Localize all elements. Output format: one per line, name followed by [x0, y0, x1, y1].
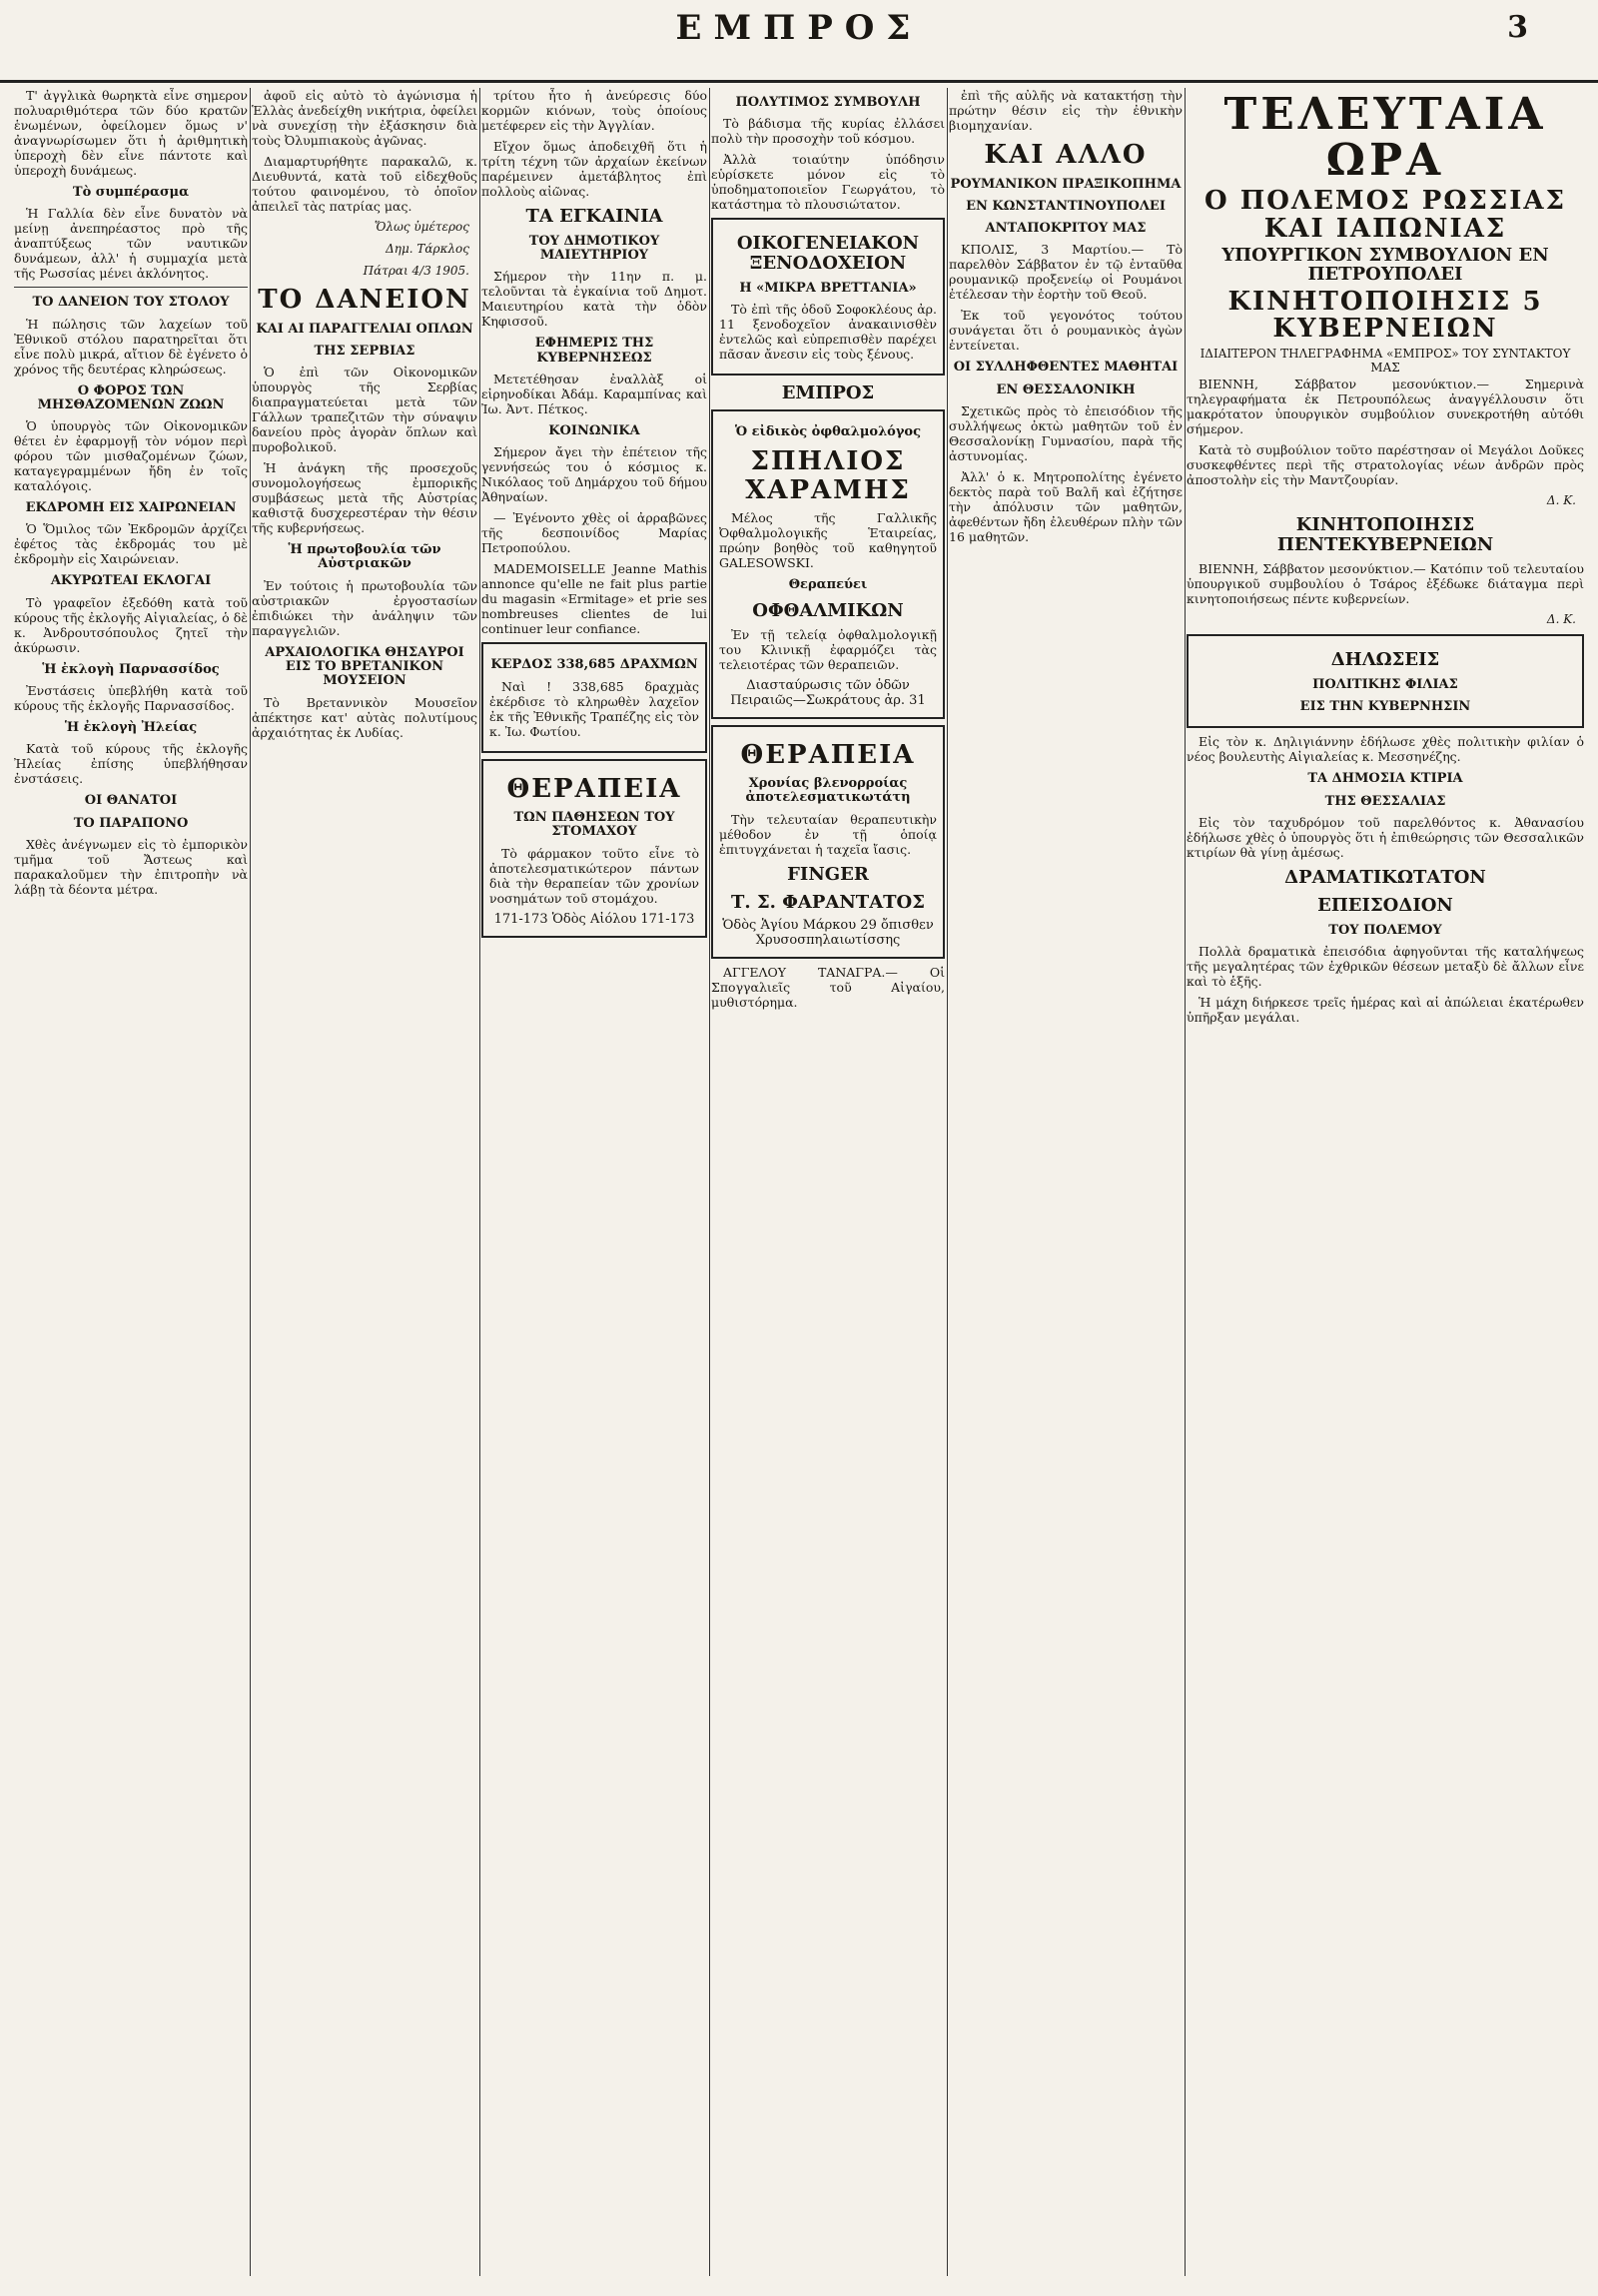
article-subheading: ΤΟΥ ΔΗΜΟΤΙΚΟΥ ΜΑΙΕΥΤΗΡΙΟΥ [528, 233, 660, 264]
ad-heading: ΘΕΡΑΠΕΙΑ [506, 773, 682, 804]
article-subheading: ΑΝΤΑΠΟΚΡΙΤΟΥ ΜΑΣ [985, 221, 1147, 237]
article-heading: ΕΦΗΜΕΡΙΣ ΤΗΣ ΚΥΒΕΡΝΗΣΕΩΣ [534, 336, 654, 366]
ad-text: Τὴν τελευταίαν θεραπευτικὴν μέθοδον ἐν τῇ ὁποίᾳ ἐπιτυγχάνεται ἡ ταχεῖα ἴασις. [719, 811, 937, 857]
article-text: MADEMOISELLE Jeanne Mathis annonce qu'elle ne fait plus partie du magasin «Ermitage» et prie ses nombreuses clientes de lui continuer leur confiance. [481, 561, 707, 637]
article-text: τρίτου ἦτο ἡ ἀνεύρεσις δύο κορμῶν κιόνων, τοὺς ὁποίους μετέφερεν εἰς τὴν Ἀγγλίαν. [481, 88, 707, 133]
article-subheading: ΕΙΣ ΤΗΝ ΚΥΒΕΡΝΗΣΙΝ [1299, 699, 1471, 715]
article-heading: ΔΗΛΩΣΕΙΣ [1330, 648, 1440, 670]
article-text: Σχετικῶς πρὸς τὸ ἐπεισόδιον τῆς συλλήψεως ὀκτὼ μαθητῶν τοῦ ἐν Θεσσαλονίκῃ Γυμνασίου, παρὰ τῆς ἀστυνομίας. [949, 403, 1183, 464]
article-heading: ΚΙΝΗΤΟΠΟΙΗΣΙΣ ΠΕΝΤΕΚΥΒΕΡΝΕΙΩΝ [1276, 514, 1494, 556]
article-subheading: ΠΟΛΙΤΙΚΗΣ ΦΙΛΙΑΣ [1312, 676, 1458, 692]
advertisement [711, 218, 945, 376]
article-text: ΒΙΕΝΝΗ, Σάββατον μεσονύκτιον.— Κατόπιν τοῦ τελευταίου ὑπουργικοῦ συμβουλίου ὁ Τσάρος ἐξέδωκε διάταγμα περὶ κινητοποιήσεως πέντε κυβερνείων. [1187, 560, 1584, 606]
article-subheading: ΤΗΣ ΘΕΣΣΑΛΙΑΣ [1324, 793, 1446, 809]
ad-heading: ΚΕΡΔΟΣ 338,685 ΔΡΑΧΜΩΝ [490, 657, 698, 673]
article-text: Ἀλλὰ τοιαύτην ὑπόδησιν εὑρίσκετε μόνον εἰς τὸ ὑποδηματοποιεῖον Γεωργάτου, τὸ κατάστημα τὸ πλουσιώτατον. [711, 152, 945, 213]
column-rule [1185, 88, 1186, 2276]
banner-headline: ΤΕΛΕΥΤΑΙΑ ΩΡΑ [1223, 89, 1547, 187]
article-text: Ἡ μάχη διήρκεσε τρεῖς ἡμέρας καὶ αἱ ἀπώλειαι ἑκατέρωθεν ὑπῆρξαν μεγάλαι. [1187, 994, 1584, 1025]
article-text: Σήμερον ἄγει τὴν ἐπέτειον τῆς γεννήσεώς του ὁ κόσμιος κ. Νικόλαος τοῦ Δημάρχου τοῦ δήμου Ἀθηναίων. [481, 444, 707, 505]
advertisement [711, 409, 945, 719]
article-subheading: ΤΟΥ ΠΟΛΕΜΟΥ [1328, 922, 1442, 938]
ad-text: Τὸ φάρμακον τοῦτο εἶνε τὸ ἀποτελεσματικώτερον πάντων διὰ τὴν θεραπείαν τῶν χρονίων νοσημάτων τοῦ στομάχου. [489, 845, 699, 906]
article-subheading: ΡΟΥΜΑΝΙΚΟΝ ΠΡΑΞΙΚΟΠΗΜΑ [950, 176, 1182, 192]
article-text: Ὁ Ὅμιλος τῶν Ἐκδρομῶν ἀρχίζει ἐφέτος τὰς ἐκδρομάς του μὲ ἐκδρομὴν εἰς Χαιρώνειαν. [14, 521, 248, 567]
subheadline: ΥΠΟΥΡΓΙΚΟΝ ΣΥΜΒΟΥΛΙΟΝ ΕΝ ΠΕΤΡΟΥΠΟΛΕΙ [1221, 244, 1549, 285]
article-heading: ΤΟ ΔΑΝΕΙΟΝ [258, 285, 471, 315]
article-heading: ΟΙ ΘΑΝΑΤΟΙ [84, 793, 178, 809]
letter-signature: Δημ. Τάρκλος [386, 242, 469, 256]
letter-date: Πάτραι 4/3 1905. [363, 264, 469, 278]
ad-heading: Τ. Σ. ΦΑΡΑΝΤΑΤΟΣ [731, 891, 925, 913]
article-text: Κατὰ τοῦ κύρους τῆς ἐκλογῆς Ἠλείας ἐπίσης ὑπεβλήθησαν ἐνστάσεις. [14, 741, 248, 787]
article-text: Τὸ Βρεταννικὸν Μουσεῖον ἀπέκτησε κατ' αὐτὰς πολυτίμους ἀρχαιότητας ἐκ Λυδίας. [252, 694, 477, 740]
article-heading: Ἡ ἐκλογὴ Παρνασσίδος [42, 661, 220, 677]
column-rule [479, 88, 480, 2276]
article-text: Μετετέθησαν ἐναλλὰξ οἱ εἰρηνοδίκαι Ἀδάμ. Καραμπίνας καὶ Ἰω. Ἀντ. Πέτκος. [481, 371, 707, 416]
article-text: ΑΓΓΕΛΟΥ ΤΑΝΑΓΡΑ.— Οἱ Σπογγαλιεῖς τοῦ Αἰγαίου, μυθιστόρημα. [711, 965, 945, 1011]
column-5 [949, 88, 1183, 2276]
article-heading: ΚΑΙ ΑΛΛΟ [984, 140, 1148, 170]
ad-heading: ΘΕΡΑΠΕΙΑ [740, 739, 916, 770]
ad-address: Διασταύρωσις τῶν ὁδῶν Πειραιῶς—Σωκράτους ἀρ. 31 [730, 677, 926, 708]
article-heading: ΤΟ ΠΑΡΑΠΟΝΟ [73, 815, 189, 831]
article-heading: ΤΑ ΔΗΜΟΣΙΑ ΚΤΙΡΙΑ [1307, 771, 1463, 787]
article-text: Τὸ βάδισμα τῆς κυρίας ἐλλάσει πολὺ τὴν προσοχὴν τοῦ κόσμου. [711, 116, 945, 147]
advertisement [711, 725, 945, 960]
article-text: Εἰς τὸν κ. Δηλιγιάννην ἐδήλωσε χθὲς πολιτικὴν φιλίαν ὁ νέος βουλευτὴς Αἰγιαλείας κ. Μεσσηνέζης. [1187, 734, 1584, 765]
ad-text: Μέλος τῆς Γαλλικῆς Ὀφθαλμολογικῆς Ἑταιρείας, πρώην βοηθὸς τοῦ καθηγητοῦ GALESOWSKI. [719, 510, 937, 571]
article-text: — Ἐγένοντο χθὲς οἱ ἀρραβῶνες τῆς δεσποινίδος Μαρίας Πετροπούλου. [481, 510, 707, 556]
ad-text: Τὸ ἐπὶ τῆς ὁδοῦ Σοφοκλέους ἀρ. 11 ξενοδοχεῖον ἀνακαινισθὲν ἐντελῶς καὶ εὐπρεπισθὲν παρέχει πᾶσαν ἄνεσιν εἰς τοὺς ξένους. [719, 302, 937, 363]
section-banner: ΕΜΠΡΟΣ [781, 383, 875, 404]
ad-subheading: Η «ΜΙΚΡΑ ΒΡΕΤΤΑΝΙΑ» [739, 280, 917, 296]
ad-subheading: Θεραπεύει [788, 577, 868, 593]
article-text: ΒΙΕΝΝΗ, Σάββατον μεσονύκτιον.— Σημερινὰ τηλεγραφήματα ἐκ Πετρουπόλεως ἀναγγέλλουσιν ὅτι μακρότατον ὑπουργικὸν συμβούλιον συνεκροτήθη αὐτόθι σήμερον. [1187, 377, 1584, 437]
article-heading: ΑΚΥΡΩΤΕΑΙ ΕΚΛΟΓΑΙ [50, 573, 212, 589]
article-box [1187, 634, 1584, 728]
advertisement [481, 759, 707, 938]
article-signature: Δ. Κ. [1546, 493, 1576, 508]
article-subheading: ΤΗΣ ΣΕΡΒΙΑΣ [314, 343, 415, 359]
dateline-note: ΙΔΙΑΙΤΕΡΟΝ ΤΗΛΕΓΡΑΦΗΜΑ «ΕΜΠΡΟΣ» ΤΟΥ ΣΥΝΤΑΚΤΟΥ ΜΑΣ [1199, 347, 1571, 376]
column-rule [709, 88, 710, 2276]
article-text: Ἡ ἀνάγκη τῆς προσεχοῦς συνομολογήσεως ἐμπορικῆς συμβάσεως μετὰ τῆς Αὐστρίας καθιστᾷ δυσχερεστέραν τὴν θέσιν τῆς κυβερνήσεως. [252, 460, 477, 536]
article-text: ἀφοῦ εἰς αὐτὸ τὸ ἀγώνισμα ἡ Ἑλλὰς ἀνεδείχθη νικήτρια, ὀφείλει νὰ συνεχίσῃ τὴν ἐξάσκησιν διὰ τοὺς Ὀλυμπιακοὺς ἀγῶνας. [252, 88, 477, 148]
column-2 [252, 88, 477, 2276]
subheadline: ΚΙΝΗΤΟΠΟΙΗΣΙΣ 5 ΚΥΒΕΡΝΕΙΩΝ [1227, 286, 1543, 345]
article-text: Εἰς τὸν ταχυδρόμον τοῦ παρελθόντος κ. Ἀθανασίου ἐδήλωσε χθὲς ὁ ὑπουργὸς ὅτι ἡ ἐπιθεώρησις τῶν Θεσσαλικῶν κτιρίων θὰ γίνῃ ἀμέσως. [1187, 814, 1584, 860]
column-rule [947, 88, 948, 2276]
article-heading: Ἡ πρωτοβουλία τῶν Αὐστριακῶν [288, 542, 441, 572]
article-subheading: ΕΝ ΘΕΣΣΑΛΟΝΙΚΗ [996, 382, 1136, 397]
article-text: Σήμερον τὴν 11ην π. μ. τελοῦνται τὰ ἐγκαίνια τοῦ Δημοτ. Μαιευτηρίου κατὰ τὴν ὁδὸν Κηφισσοῦ. [481, 269, 707, 330]
ad-heading: Ὁ εἰδικὸς ὀφθαλμολόγος [734, 423, 922, 439]
article-text: ΚΠΟΛΙΣ, 3 Μαρτίου.— Τὸ παρελθὸν Σάββατον ἐν τῷ ἐνταῦθα ρουμανικῷ προξενείῳ οἱ Ρουμάνοι ἐτέλεσαν τὴν ἑορτὴν τοῦ Θεοῦ. [949, 242, 1183, 303]
page-number: 3 [1507, 10, 1528, 45]
article-text: Ἡ πώλησις τῶν λαχείων τοῦ Ἐθνικοῦ στόλου παρατηρεῖται ὅτι εἶνε πολὺ μικρά, αἴτιον δὲ ἐγένετο ὁ χρόνος τῆς δευτέρας κληρώσεως. [14, 316, 248, 377]
newspaper-title: ΕΜΠΡΟΣ [675, 8, 923, 48]
article-heading: ΕΠΕΙΣΟΔΙΟΝ [1317, 894, 1453, 916]
article-text: Πολλὰ δραματικὰ ἐπεισόδια ἀφηγοῦνται τῆς καταλήψεως τῆς μεγαλητέρας τῶν ἐχθρικῶν θέσεων μεταξὺ δὲ ἄλλων εἶνε καὶ τὸ ἑξῆς. [1187, 943, 1584, 989]
ad-heading: ΟΙΚΟΓΕΝΕΙΑΚΟΝ ΞΕΝΟΔΟΧΕΙΟΝ [736, 233, 920, 275]
article-signature: Δ. Κ. [1546, 611, 1576, 626]
article-text: Ἀλλ' ὁ κ. Μητροπολίτης ἐγένετο δεκτὸς παρὰ τοῦ Βαλῆ καὶ ἐζήτησε τὴν ἀπόλυσιν τῶν μαθητῶν, ἀφεθέντων ἤδη ἐλευθέρων πλὴν τῶν 16 μαθητῶν. [949, 469, 1183, 545]
divider [14, 287, 248, 288]
article-heading: ΕΚΔΡΟΜΗ ΕΙΣ ΧΑΙΡΩΝΕΙΑΝ [25, 500, 237, 516]
article-text: Εἴχον ὅμως ἀποδειχθῆ ὅτι ἡ τρίτη τέχνη τῶν ἀρχαίων ἐκείνων παρέμεινεν ἀμετάβλητος ἐπὶ πολλοὺς αἰῶνας. [481, 139, 707, 199]
ad-text: Ναὶ ! 338,685 δραχμὰς ἐκέρδισε τὸ κληρωθὲν λαχεῖον ἐκ τῆς Ἐθνικῆς Τραπέζης εἰς τὸν κ. Ἰω. Φωτίου. [489, 678, 699, 739]
article-text: Κατὰ τὸ συμβούλιον τοῦτο παρέστησαν οἱ Μεγάλοι Δοῦκες συσκεφθέντες περὶ τῆς στρατολογίας νέων ἀνδρῶν πρὸς ἀποστολὴν εἰς τὴν Μαντζουρίαν. [1187, 442, 1584, 488]
column-6 [1187, 88, 1584, 2276]
letter-closing: Ὅλως ὑμέτερος [374, 220, 469, 234]
article-heading: ΤΟ ΔΑΝΕΙΟΝ ΤΟΥ ΣΤΟΛΟΥ [32, 295, 230, 311]
article-subheading: ΕΝ ΚΩΝΣΤΑΝΤΙΝΟΥΠΟΛΕΙ [966, 198, 1166, 214]
ad-heading: ΟΦΘΑΛΜΙΚΩΝ [752, 599, 904, 621]
article-text: Ὁ ἐπὶ τῶν Οἰκονομικῶν ὑπουργὸς τῆς Σερβίας διαπραγματεύεται μετὰ τῶν Γάλλων τραπεζιτῶν τὴν σύναψιν δανείου πρὸς ἀγορὰν ὅπλων καὶ πυροβολικοῦ. [252, 365, 477, 455]
article-heading: ΤΑ ΕΓΚΑΙΝΙΑ [525, 206, 663, 227]
article-heading: ΑΡΧΑΙΟΛΟΓΙΚΑ ΘΗΣΑΥΡΟΙ ΕΙΣ ΤΟ ΒΡΕΤΑΝΙΚΟΝ ΜΟΥΣΕΙΟΝ [265, 644, 464, 689]
column-4 [711, 88, 945, 2276]
article-heading: ΔΡΑΜΑΤΙΚΩΤΑΤΟΝ [1284, 866, 1486, 888]
ad-address: Ὁδὸς Ἁγίου Μάρκου 29 ὄπισθεν Χρυσοσπηλαιωτίσσης [722, 918, 934, 949]
article-text: Τ' ἀγγλικὰ θωρηκτὰ εἶνε σημερον πολυαριθμότερα τῶν δύο κρατῶν ἑνωμένων, ὀφείλομεν ὅμως ν' ἀναγνωρίσωμεν ὅτι ἡ ἀριθμητικὴ ὑπεροχὴ δὲν εἶνε πάντοτε καὶ ὑπεροχὴ δυνάμεως. [14, 88, 248, 178]
column-1 [14, 88, 248, 2276]
article-text: Ἐκ τοῦ γεγονότος τούτου συνάγεται ὅτι ὁ ρουμανικὸς ἀγὼν ἐντείνεται. [949, 308, 1183, 354]
article-text: Τὸ γραφεῖον ἐξεδόθη κατὰ τοῦ κύρους τῆς ἐκλογῆς Αἰγιαλείας, ὁ δὲ κ. Ἀνδρουτσόπουλος ζητεῖ τὴν ἀκύρωσιν. [14, 594, 248, 655]
article-text: Ὁ ὑπουργὸς τῶν Οἰκονομικῶν θέτει ἐν ἐφαρμογῇ τὸν νόμον περὶ φόρου τῶν μισθαζομένων ζώων, καταγεγραμμένων ἤδη ἐν τοῖς καταλόγοις. [14, 418, 248, 494]
article-heading: Ο ΦΟΡΟΣ ΤΩΝ ΜΗΣΘΑΖΟΜΕΝΩΝ ΖΩΩΝ [37, 383, 225, 412]
article-text: Ἡ Γαλλία δὲν εἶνε δυνατὸν νὰ μείνῃ ἀνεπηρέαστος πρὸ τῆς ἀναπτύξεως τῶν ναυτικῶν δυνάμεων, ἀλλ' ἡ συμμαχία μετὰ τῆς Ρωσσίας μένει ἀκλόνητος. [14, 206, 248, 282]
article-text: Διαμαρτυρήθητε παρακαλῶ, κ. Διευθυντά, κατὰ τοῦ εἰδεχθοῦς τούτου φαινομένου, τὸ ὁποῖον ἀπειλεῖ τὰς πατρίας μας. [252, 154, 477, 214]
headline: Ο ΠΟΛΕΜΟΣ ΡΩΣΣΙΑΣ ΚΑΙ ΙΑΠΩΝΙΑΣ [1204, 186, 1566, 244]
article-heading: ΟΙ ΣΥΛΛΗΦΘΕΝΤΕΣ ΜΑΘΗΤΑΙ [953, 360, 1179, 376]
ad-text: Ἐν τῇ τελείᾳ ὀφθαλμολογικῇ του Κλινικῇ ἐφαρμόζει τὰς τελειοτέρας τῶν θεραπειῶν. [719, 626, 937, 672]
article-text: Ἐν τούτοις ἡ πρωτοβουλία τῶν αὐστριακῶν ἐργοστασίων ἐπιδιώκει τὴν ἀνάληψιν τῶν παραγγελιῶν. [252, 577, 477, 638]
ad-heading: ΣΠΗΛΙΟΣ ΧΑΡΑΜΗΣ [745, 446, 911, 505]
ad-address: 171-173 Ὁδὸς Αἰόλου 171-173 [493, 911, 695, 927]
ad-heading: FINGER [787, 863, 869, 885]
ad-subheading: ΤΩΝ ΠΑΘΗΣΕΩΝ ΤΟΥ ΣΤΟΜΑΧΟΥ [513, 810, 675, 840]
article-heading: Τὸ συμπέρασμα [72, 185, 190, 200]
column-rule [250, 88, 251, 2276]
article-subheading: ΚΑΙ ΑΙ ΠΑΡΑΓΓΕΛΙΑΙ ΟΠΛΩΝ [256, 321, 473, 337]
article-heading: ΠΟΛΥΤΙΜΟΣ ΣΥΜΒΟΥΛΗ [735, 95, 921, 110]
column-3 [481, 88, 707, 2276]
ad-subheading: Χρονίας βλενορροίας ἀποτελεσματικωτάτη [745, 776, 911, 806]
article-heading: ΚΟΙΝΩΝΙΚΑ [548, 422, 640, 438]
article-text: ἐπὶ τῆς αὐλῆς νὰ κατακτήσῃ τὴν πρώτην θέσιν εἰς τὴν ἐθνικὴν βιομηχανίαν. [949, 88, 1183, 133]
masthead [0, 0, 1598, 83]
article-text: Χθὲς ἀνέγνωμεν εἰς τὸ ἐμπορικὸν τμῆμα τοῦ Ἄστεως καὶ παρακαλοῦμεν τὴν ἐπιτροπὴν νὰ λάβῃ τὰ δέοντα μέτρα. [14, 836, 248, 897]
article-heading: Ἡ ἐκλογὴ Ἠλείας [64, 720, 198, 736]
advertisement [481, 642, 707, 752]
article-text: Ἐνστάσεις ὑπεβλήθη κατὰ τοῦ κύρους τῆς ἐκλογῆς Παρνασσίδος. [14, 683, 248, 714]
